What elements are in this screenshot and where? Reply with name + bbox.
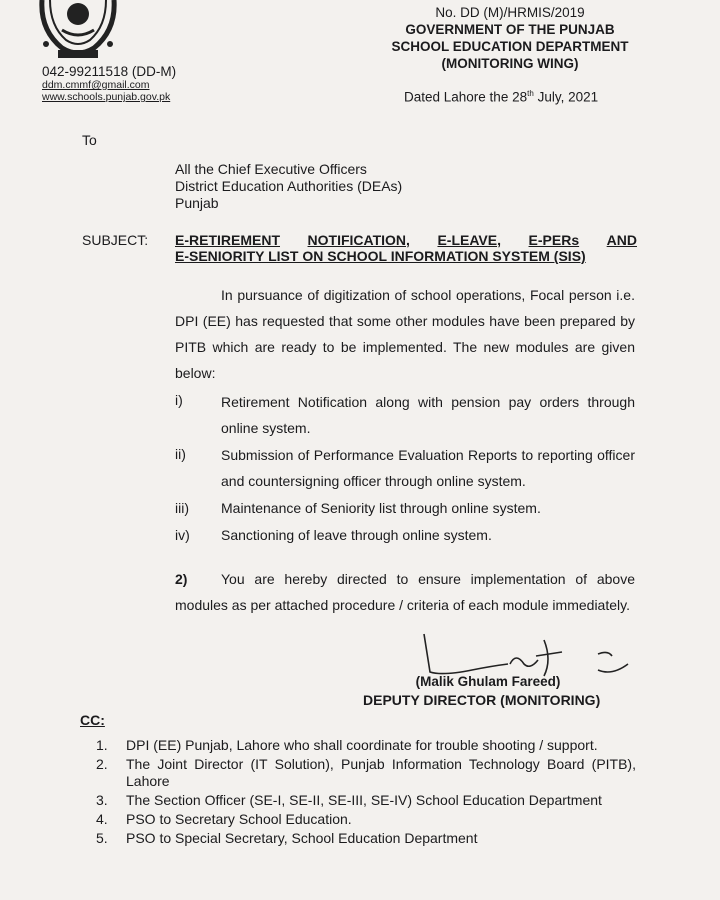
item-text: Sanctioning of leave through online system. [221, 527, 492, 543]
item-number: i) [175, 392, 183, 408]
cc-label: CC: [80, 712, 105, 728]
addressee-line: Punjab [175, 195, 219, 211]
cc-item-number: 5. [96, 830, 108, 846]
item-text: Maintenance of Seniority list through online system. [221, 500, 541, 516]
paragraph-1-text: In pursuance of digitization of school operations, Focal person i.e. DPI (EE) has requested that some other modules have been prepared by PITB which are ready to be implemented. The new modules are given below: [175, 287, 635, 381]
org-line-3: (MONITORING WING) [441, 56, 579, 71]
cc-item [96, 811, 636, 828]
subject-text [175, 232, 637, 264]
addressee-line: All the Chief Executive Officers [175, 161, 367, 177]
paragraph-1 [175, 282, 635, 386]
subject-word: E-RETIREMENT [175, 232, 280, 248]
signatory-designation: DEPUTY DIRECTOR (MONITORING) [363, 692, 601, 708]
date-rest: July, 2021 [537, 89, 599, 105]
cc-item-text: The Joint Director (IT Solution), Punjab Information Technology Board (PITB), Lahore [126, 756, 636, 789]
signatory-name: (Malik Ghulam Fareed) [415, 674, 561, 689]
cc-item [96, 756, 636, 790]
subject-word: AND [606, 232, 637, 248]
org-line-1: GOVERNMENT OF THE PUNJAB [405, 22, 615, 37]
cc-item-text: PSO to Special Secretary, School Education Department [126, 830, 478, 846]
cc-item [96, 737, 636, 754]
subject-label: SUBJECT: [82, 232, 149, 248]
item-text: Retirement Notification along with pension pay orders through online system. [221, 394, 635, 436]
subject-word: E-PERs [528, 232, 580, 248]
paragraph-2-text: You are hereby directed to ensure implementation of above modules as per attached procedure / criteria of each module immediately. [175, 571, 635, 613]
cc-item-number: 1. [96, 737, 108, 753]
cc-item-number: 4. [96, 811, 108, 827]
subject-word: E-LEAVE, [437, 232, 501, 248]
cc-item-number: 3. [96, 792, 108, 808]
item-number: iv) [175, 527, 190, 543]
cc-item-number: 2. [96, 756, 108, 772]
item-number: iii) [175, 500, 189, 516]
paragraph-2 [175, 566, 635, 618]
contact-block [42, 64, 176, 103]
item-text: Submission of Performance Evaluation Reports to reporting officer and countersigning officer through online system. [221, 447, 635, 489]
subject-line-1 [175, 232, 637, 248]
item-number: ii) [175, 446, 186, 462]
email-link[interactable]: ddm.cmmf@gmail.com [42, 79, 150, 91]
org-line-2: SCHOOL EDUCATION DEPARTMENT [391, 39, 629, 54]
subject-line-2: E-SENIORITY LIST ON SCHOOL INFORMATION SYSTEM (SIS) [175, 248, 586, 264]
subject-word: NOTIFICATION, [307, 232, 410, 248]
phone-number: 042-99211518 (DD-M) [42, 64, 177, 79]
reference-number: No. DD (M)/HRMIS/2019 [435, 5, 585, 20]
date-day: 28 [512, 89, 528, 105]
cc-item-text: DPI (EE) Punjab, Lahore who shall coordinate for trouble shooting / support. [126, 737, 598, 753]
paragraph-2-number: 2) [175, 571, 188, 587]
cc-list [96, 737, 636, 849]
date-suffix: th [527, 89, 534, 98]
letterhead [360, 4, 660, 72]
cc-item-text: PSO to Secretary School Education. [126, 811, 352, 827]
website-link[interactable]: www.schools.punjab.gov.pk [42, 91, 171, 103]
addressee-line: District Education Authorities (DEAs) [175, 178, 403, 194]
to-label: To [82, 132, 97, 148]
cc-item-text: The Section Officer (SE-I, SE-II, SE-III, SE-IV) School Education Department [126, 792, 602, 808]
addressee-block [175, 161, 402, 212]
date-prefix: Dated Lahore the [404, 89, 509, 105]
cc-item [96, 830, 636, 847]
punjab-government-logo [32, 0, 124, 60]
date-line [404, 89, 598, 105]
cc-item [96, 792, 636, 809]
